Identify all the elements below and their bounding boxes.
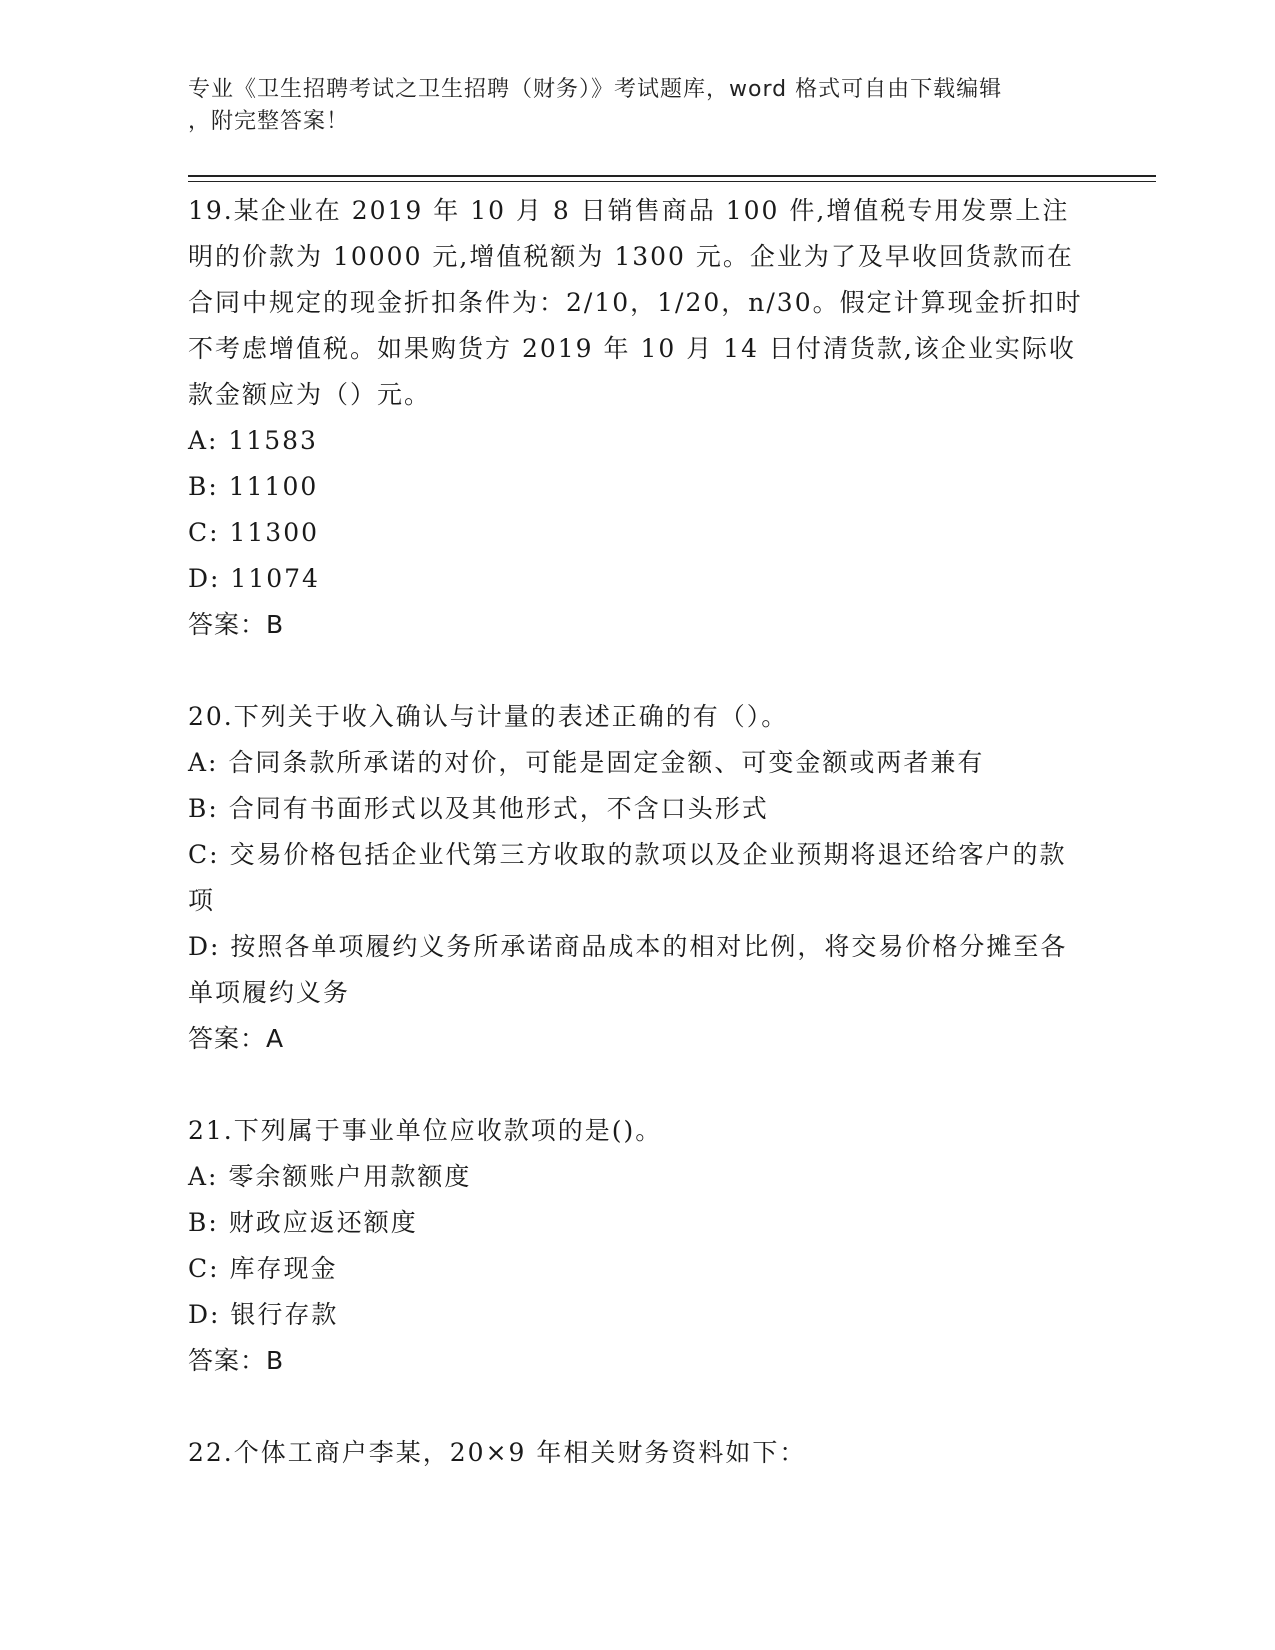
option-a: A: 11583 — [188, 426, 318, 455]
header-rule-thick — [188, 175, 1156, 177]
answer-line: 答案：B — [188, 1346, 285, 1375]
document-header — [188, 74, 1088, 138]
option-c: C: 11300 — [188, 518, 320, 547]
option-c: C: 库存现金 — [188, 1254, 338, 1283]
question-stem: 20.下列关于收入确认与计量的表述正确的有（）。 — [188, 702, 789, 731]
question-stem: 22.个体工商户李某，20×9 年相关财务资料如下： — [188, 1438, 807, 1467]
option-a: A: 合同条款所承诺的对价，可能是固定金额、可变金额或两者兼有 — [188, 748, 985, 777]
header-rule-thin — [188, 181, 1156, 182]
option-d: D: 11074 — [188, 564, 320, 593]
question-21 — [188, 1108, 1088, 1384]
question-list — [188, 188, 1088, 1522]
option-d: D: 银行存款 — [188, 1300, 339, 1329]
option-b: B: 11100 — [188, 472, 319, 501]
answer-line: 答案：A — [188, 1024, 285, 1053]
question-stem: 19.某企业在 2019 年 10 月 8 日销售商品 100 件,增值税专用发票上注明的价款为 10000 元,增值税额为 1300 元。企业为了及早收回货款而在合同中规定的现金折扣条件为：2/10，1/20，n/30。假定计算现金折扣时不考虑增值税。如果购货方 2019 年 10 月 14 日付清货款,该企业实际收款金额应为（）元。 — [188, 196, 1083, 409]
header-line-2: ，附完整答案！ — [188, 109, 350, 134]
question-22 — [188, 1430, 1088, 1476]
question-20 — [188, 694, 1088, 1062]
option-d: D: 按照各单项履约义务所承诺商品成本的相对比例，将交易价格分摊至各单项履约义务 — [188, 932, 1068, 1007]
question-stem: 21.下列属于事业单位应收款项的是()。 — [188, 1116, 663, 1145]
option-a: A: 零余额账户用款额度 — [188, 1162, 472, 1191]
option-b: B: 财政应返还额度 — [188, 1208, 418, 1237]
answer-line: 答案：B — [188, 610, 285, 639]
question-19 — [188, 188, 1088, 648]
option-c: C: 交易价格包括企业代第三方收取的款项以及企业预期将退还给客户的款项 — [188, 840, 1067, 915]
header-line-1: 专业《卫生招聘考试之卫生招聘（财务）》考试题库，word 格式可自由下载编辑 — [188, 77, 1003, 102]
option-b: B: 合同有书面形式以及其他形式，不含口头形式 — [188, 794, 769, 823]
